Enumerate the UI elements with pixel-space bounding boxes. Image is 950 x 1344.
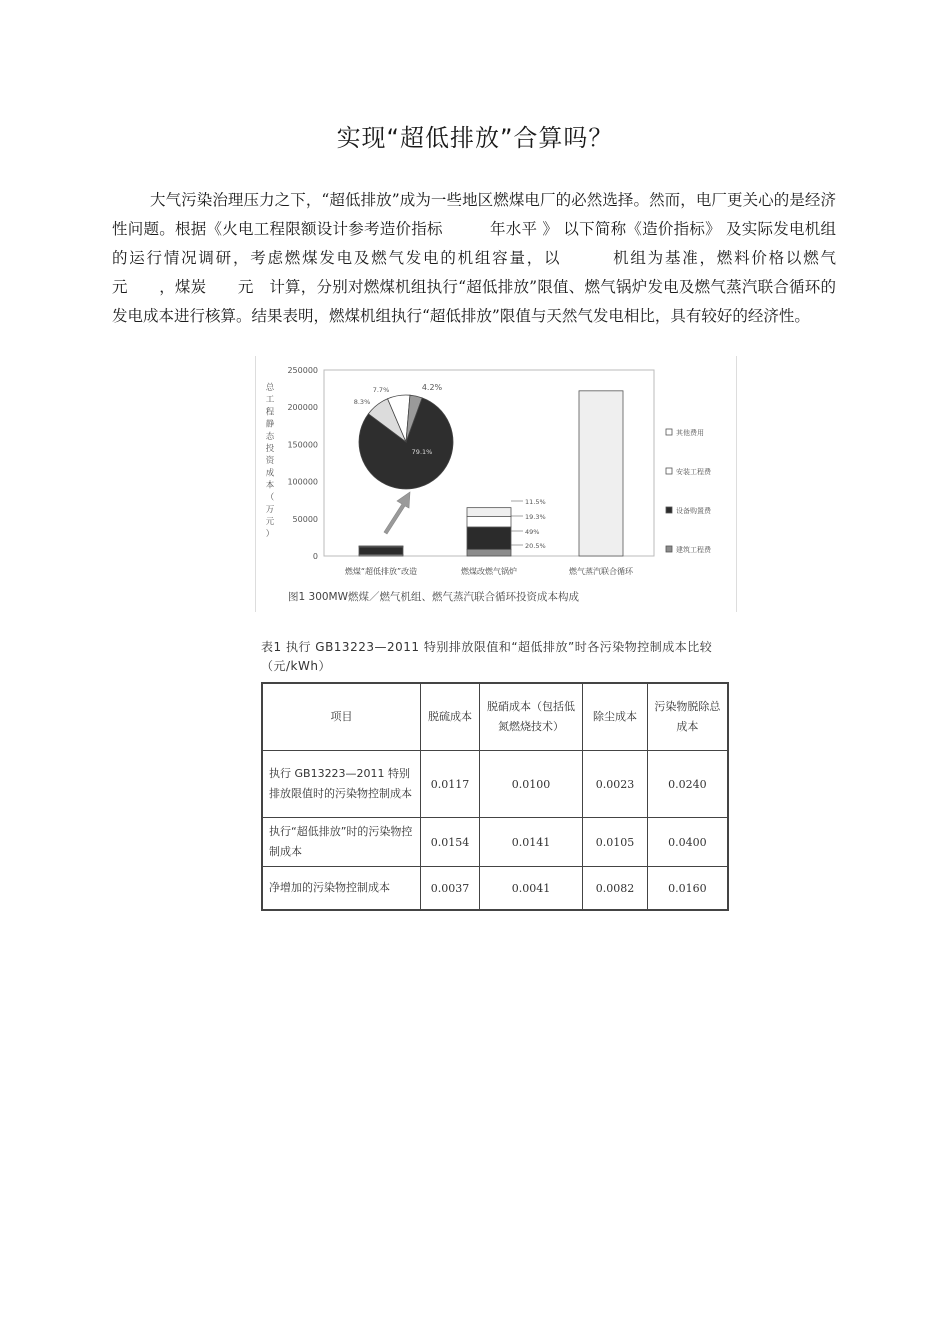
table-cell: 0.0160 [647, 867, 728, 911]
bar-percent-label: 11.5% [525, 498, 546, 506]
pie-percent-label: 4.2% [421, 383, 443, 392]
table-header-row [262, 683, 728, 751]
table-header-cell: 污染物脱除总成本 [647, 683, 728, 751]
bar-percent-label: 19.3% [525, 513, 546, 521]
legend-swatch [666, 546, 672, 552]
pie-percent-label: 7.7% [372, 386, 390, 394]
cost-table-block [255, 638, 735, 908]
legend-swatch [666, 468, 672, 474]
page-title: 实现“超低排放”合算吗？ [336, 124, 614, 152]
bar-percent-label: 49% [525, 528, 540, 536]
table-cell: 0.0037 [421, 867, 480, 911]
table-cell: 0.0023 [583, 751, 648, 818]
bar-segment [467, 549, 511, 556]
table-cell: 0.0100 [479, 751, 582, 818]
legend-swatch [666, 429, 672, 435]
investment-stacked-bar-chart [256, 356, 736, 612]
table-cell: 执行“超低排放”时的污染物控制成本 [262, 818, 421, 867]
figure-caption: 图1 300MW燃煤／燃气机组、燃气蒸汽联合循环投资成本构成 [288, 591, 579, 603]
bar-segment [467, 508, 511, 517]
bar-segment [467, 527, 511, 549]
table-header-cell: 脱硫成本 [421, 683, 480, 751]
x-tick-label: 燃气蒸汽联合循环 [569, 567, 633, 576]
y-tick-label: 250000 [287, 366, 318, 375]
table-cell: 0.0240 [647, 751, 728, 818]
table-cell: 0.0105 [583, 818, 648, 867]
legend-swatch [666, 507, 672, 513]
bar-percent-label: 20.5% [525, 542, 546, 550]
y-tick-label: 50000 [292, 514, 318, 524]
intro-paragraph: 大气污染治理压力之下，“超低排放”成为一些地区燃煤电厂的必然选择。然而，电厂更关心的是经济性问题。根据《火电工程限额设计参考造价指标 年水平 》 以下简称《造价指标》 及实际发电机组的运行情况调研，考虑燃煤发电及燃气发电的机组容量，以 机组为基准，燃料价格以燃气 元 ，煤炭 元 计算，分别对燃煤机组执行“超低排放”限值、燃气锅炉发电及燃气蒸汽联合循环的发电成本进行核算。结果表明，燃煤机组执行“超低排放”限值与天然气发电相比，具有较好的经济性。 [112, 191, 868, 325]
bar-segment [579, 391, 623, 556]
legend-label: 安装工程费 [676, 468, 711, 476]
table-cell: 0.0082 [583, 867, 648, 911]
table-cell: 0.0400 [647, 818, 728, 867]
pie-percent-label: 79.1% [411, 448, 433, 456]
table-row [262, 751, 728, 818]
table-header-cell: 脱硝成本（包括低氮燃烧技术） [479, 683, 582, 751]
table-header-cell: 项目 [262, 683, 421, 751]
y-axis-label: 总工程静态投资成本（万元） [265, 383, 275, 540]
table-cell: 0.0154 [421, 818, 480, 867]
table-cell: 0.0141 [479, 818, 582, 867]
legend-label: 建筑工程费 [676, 546, 711, 554]
y-tick-label: 150000 [287, 440, 318, 450]
y-tick-label: 0 [312, 552, 318, 561]
bar-segment [467, 517, 511, 527]
cost-comparison-table [261, 682, 729, 911]
x-tick-label: 燃煤“超低排放”改造 [344, 567, 418, 576]
table-cell: 执行 GB13223—2011 特别排放限值时的污染物控制成本 [262, 751, 421, 818]
table-caption: 表1 执行 GB13223—2011 特别排放限值和“超低排放”时各污染物控制成本比较（元/kWh） [261, 640, 713, 673]
table-row [262, 818, 728, 867]
table-cell: 0.0117 [421, 751, 480, 818]
table-header-cell: 除尘成本 [583, 683, 648, 751]
x-tick-label: 燃煤改燃气锅炉 [461, 567, 517, 576]
bar-segment [359, 547, 403, 554]
legend-label: 其他费用 [676, 429, 704, 437]
pie-percent-label: 8.3% [353, 398, 371, 406]
investment-chart-figure [255, 356, 737, 612]
table-row [262, 867, 728, 911]
y-tick-label: 200000 [287, 403, 318, 413]
legend-label: 设备购置费 [676, 507, 711, 515]
y-tick-label: 100000 [287, 477, 318, 487]
table-cell: 0.0041 [479, 867, 582, 911]
table-cell: 净增加的污染物控制成本 [262, 867, 421, 911]
